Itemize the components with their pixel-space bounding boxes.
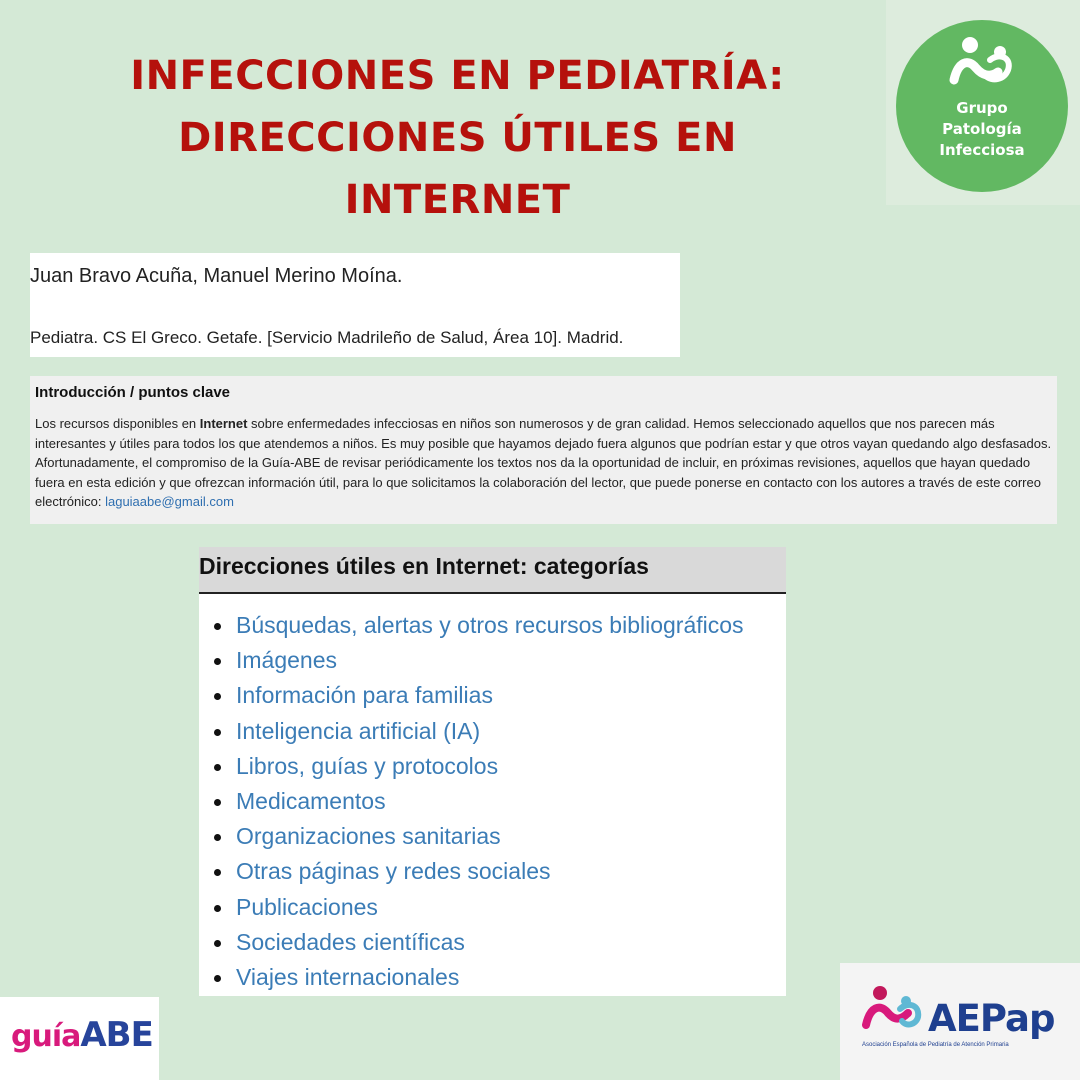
category-item [211,960,786,995]
page-title [60,45,855,231]
logo-line-2: Patología [942,120,1022,138]
abe-wordmark-part: ABE [80,1015,153,1055]
intro-text-before: Los recursos disponibles en [35,416,200,431]
intro-heading: Introducción / puntos clave [35,384,231,401]
category-item [211,854,786,889]
category-link-medicamentos[interactable]: Medicamentos [236,787,386,814]
category-item [211,890,786,925]
category-link-busquedas[interactable]: Búsquedas, alertas y otros recursos bibliográficos [236,612,744,638]
guia-abe-wordmark [11,1013,153,1063]
guia-wordmark-part: guía [11,1019,81,1054]
category-item [211,819,786,854]
category-link-sociedades[interactable]: Sociedades científicas [236,928,465,955]
category-item [211,643,786,678]
aepap-logo [840,963,1080,1080]
logo-line-1: Grupo [956,99,1008,117]
aepap-name: AEPap [928,997,1055,1040]
category-item [211,678,786,713]
intro-text-after: sobre enfermedades infecciosas en niños son numerosos y de gran calidad. Hemos seleccionado aquellos que nos parecen más interesantes y útiles para todos los que atendemos a niños. Es muy posible que hayamos dejado fuera algunos que podrían estar y que otros vayan quedando algo desfasados. Afortunadamente, el compromiso de la Guía-ABE de revisar periódicamente los textos nos da la oportunidad de incluir, en próximas revisiones, aquellos que hayan quedado fuera en esta edición y que ofrezcan información útil, para lo que solicitamos la colaboración del lector, que puede ponerse en contacto con los autores a través de este correo electrónico: [35,416,1052,509]
intro-paragraph [35,414,1053,512]
mother-child-icon [946,34,1018,94]
category-item [211,608,786,643]
intro-bold-internet: Internet [199,416,248,431]
aepap-subtitle: Asociación Española de Pediatría de Atención Primaria [862,1042,1009,1048]
author-names: Juan Bravo Acuña, Manuel Merino Moína. [30,265,403,287]
logo-circle [896,20,1068,192]
category-link-organizaciones[interactable]: Organizaciones sanitarias [236,823,501,850]
title-line-2: DIRECCIONES ÚTILES EN [178,115,737,161]
category-link-publicaciones[interactable]: Publicaciones [236,893,378,920]
author-affiliation: Pediatra. CS El Greco. Getafe. [Servicio Madrileño de Salud, Área 10]. Madrid. [30,328,624,347]
category-item [211,749,786,784]
category-item [211,784,786,819]
category-link-libros[interactable]: Libros, guías y protocolos [236,752,499,779]
title-line-3: INTERNET [344,177,571,223]
category-link-otras-paginas[interactable]: Otras páginas y redes sociales [236,858,551,885]
category-link-familias[interactable]: Información para familias [236,682,493,709]
category-link-imagenes[interactable]: Imágenes [236,647,338,674]
category-item [211,714,786,749]
logo-line-3: Infecciosa [939,141,1025,159]
logo-text [896,98,1068,161]
introduction-box [30,376,1057,524]
category-link-ia[interactable]: Inteligencia artificial (IA) [236,717,481,744]
aepap-figure-icon [860,985,932,1035]
authors-box [30,253,680,357]
category-item [211,925,786,960]
guia-abe-logo [0,997,159,1080]
categories-panel [199,547,786,996]
contact-email-link[interactable]: laguiaabe@gmail.com [105,494,234,509]
title-line-1: INFECCIONES EN PEDIATRÍA: [130,53,785,99]
grupo-patologia-infecciosa-logo [886,0,1080,205]
category-link-viajes[interactable]: Viajes internacionales [236,963,460,990]
categories-list [199,594,786,995]
categories-header: Direcciones útiles en Internet: categorías [199,547,786,594]
